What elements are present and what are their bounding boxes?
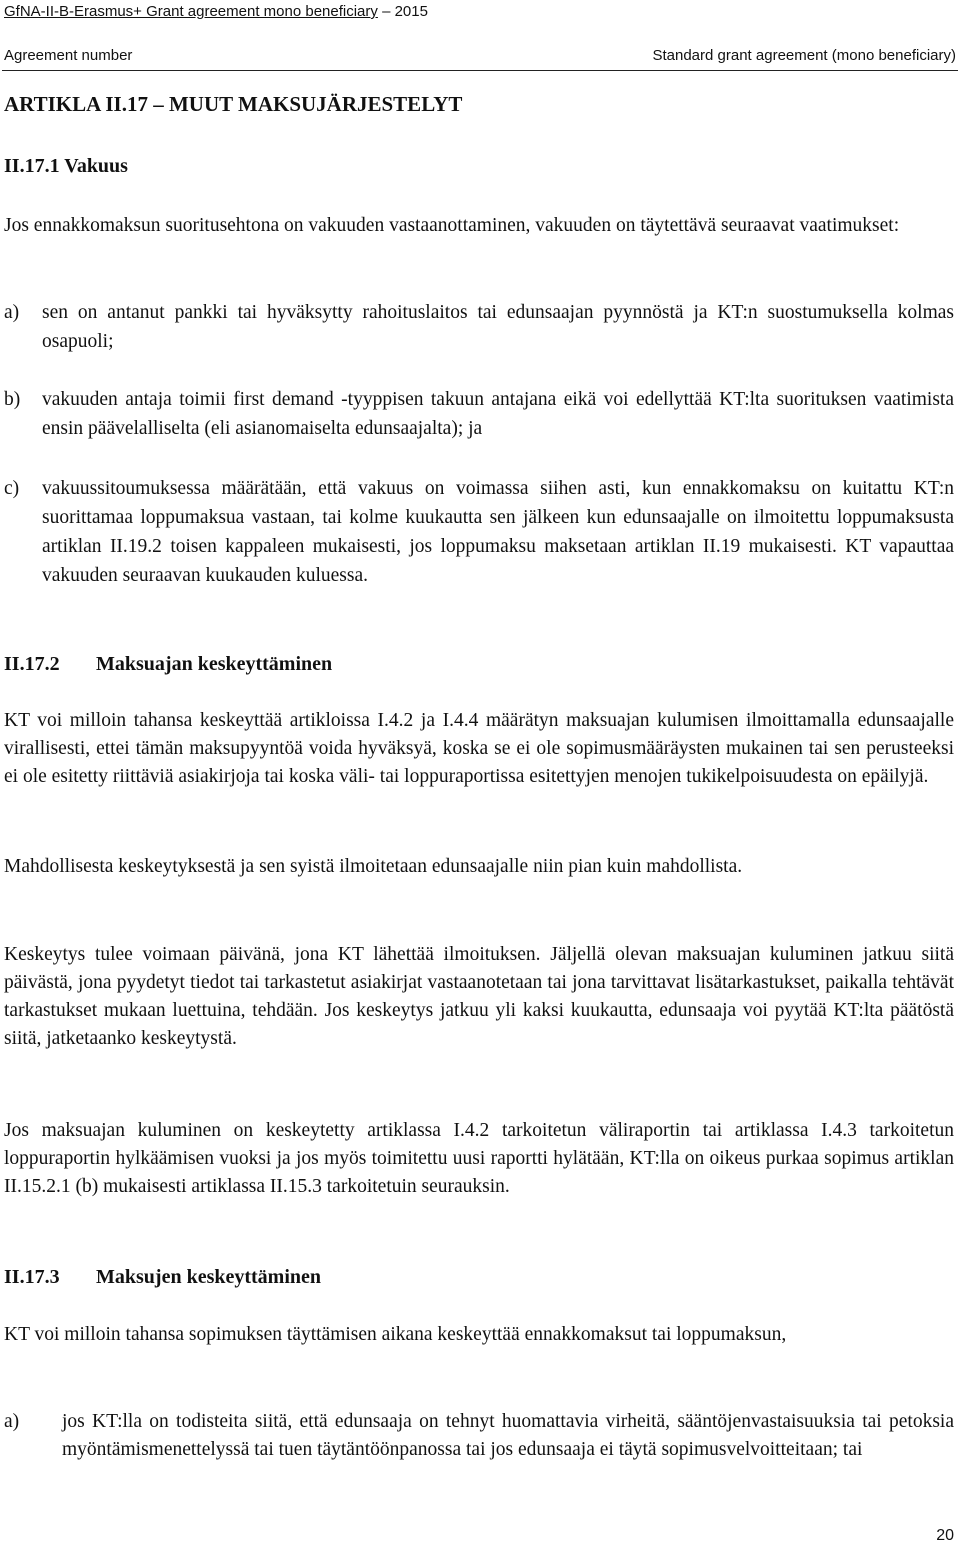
- list-marker: a): [4, 1411, 20, 1432]
- list-item: [4, 385, 954, 443]
- page-number: 20: [936, 1527, 954, 1544]
- section2-paragraph-1: KT voi milloin tahansa keskeyttää artikloissa I.4.2 ja I.4.4 määrätyn maksuajan kulumisen ilmoittamalla edunsaajalle virallisesti, ettei tämän maksupyyntöä voida hyväksyä, koska se ei ole sopimusmääräysten mukainen tai sen perusteeksi ei ole esitetty riittäviä asiakirjoja tai koska väli- tai loppuraportissa esitettyjen menojen tukikelpoisuudesta on epäilyjä.: [4, 710, 954, 787]
- list-marker: a): [4, 302, 20, 323]
- section2-paragraph-2: Mahdollisesta keskeytyksestä ja sen syistä ilmoitetaan edunsaajalle niin pian kuin mahdollista.: [4, 856, 743, 877]
- list-marker: c): [4, 478, 20, 499]
- list-marker: b): [4, 389, 21, 410]
- section2-paragraph-3: Keskeytys tulee voimaan päivänä, jona KT lähettää ilmoituksen. Jäljellä olevan maksuajan kuluminen jatkuu siitä päivästä, jona pyydetyt tiedot tai tarkastetut asiakirjat vastaanotetaan tai jona tarvittavat lisätarkastukset, paikalla tehtävät tarkastukset mukaan luettuina, tehdään. Jos keskeytys jatkuu yli kaksi kuukautta, edunsaaja voi pyytää KT:lta päätöstä siitä, jatketaanko keskeytystä.: [4, 944, 954, 1049]
- section-number: II.17.3: [4, 1266, 60, 1288]
- list-item: [4, 1408, 954, 1464]
- header-agreement-type: Standard grant agreement (mono beneficiary): [652, 47, 956, 64]
- document-header-row: [4, 46, 956, 66]
- list-item: [4, 474, 954, 590]
- document-header-title: [4, 2, 428, 22]
- section-title: Maksuajan keskeyttäminen: [96, 653, 333, 675]
- section3-intro: KT voi milloin tahansa sopimuksen täyttämisen aikana keskeyttää ennakkomaksut tai loppumaksun,: [4, 1324, 787, 1345]
- section-heading-maksuajan-keskeyttaminen: [4, 650, 332, 678]
- list-item: [4, 298, 954, 356]
- header-title-underlined: GfNA-II-B-Erasmus+ Grant agreement mono beneficiary: [4, 3, 378, 20]
- section2-paragraph-4: Jos maksuajan kuluminen on keskeytetty artiklassa I.4.2 tarkoitetun väliraportin tai artiklassa I.4.3 tarkoitetun loppuraportin hylkäämisen vuoksi ja jos myös toimitettu uusi raportti hylätään, KT:lla on oikeus purkaa sopimus artiklan II.15.2.1 (b) mukaisesti artiklassa II.15.3 tarkoitetuin seurauksin.: [4, 1120, 954, 1197]
- list-item-text: sen on antanut pankki tai hyväksytty rahoituslaitos tai edunsaajan pyynnöstä ja KT:n suostumuksella kolmas osapuoli;: [42, 302, 954, 352]
- section-title: Maksujen keskeyttäminen: [96, 1266, 322, 1288]
- section1-intro: Jos ennakkomaksun suoritusehtona on vakuuden vastaanottaminen, vakuuden on täytettävä seuraavat vaatimukset:: [4, 215, 900, 236]
- section-heading-maksujen-keskeyttaminen: [4, 1263, 321, 1291]
- section-number: II.17.2: [4, 653, 60, 675]
- header-title-year: – 2015: [377, 3, 428, 20]
- list-item-text: vakuussitoumuksessa määrätään, että vakuus on voimassa siihen asti, kun ennakkomaksu on kuitattu KT:n suorittamaa loppumaksua vastaan, tai kolme kuukautta sen jälkeen kun edunsaajalle on ilmoitettu loppumaksusta artiklan II.19.2 toisen kappaleen mukaisesti, jos loppumaksu maksetaan artiklan II.19 mukaisesti. KT vapauttaa vakuuden seuraavan kuukauden kuluessa.: [42, 478, 954, 586]
- list-item-text: vakuuden antaja toimii first demand -tyyppisen takuun antajana eikä voi edellyttää KT:lta suorituksen vaatimista ensin päävelalliselta (eli asianomaiselta edunsaajalta); ja: [42, 389, 954, 439]
- header-agreement-number: Agreement number: [4, 47, 133, 64]
- header-divider: [2, 70, 958, 71]
- list-item-text: jos KT:lla on todisteita siitä, että edunsaaja on tehnyt huomattavia virheitä, sääntöjenvastaisuuksia tai petoksia myöntämismenettelyssä tai tuen täytäntöönpanossa tai jos edunsaaja ei täytä sopimusvelvoitteitaan; tai: [62, 1411, 954, 1460]
- article-title: ARTIKLA II.17 – MUUT MAKSUJÄRJESTELYT: [4, 92, 463, 116]
- section-heading-vakuus: II.17.1 Vakuus: [4, 155, 128, 177]
